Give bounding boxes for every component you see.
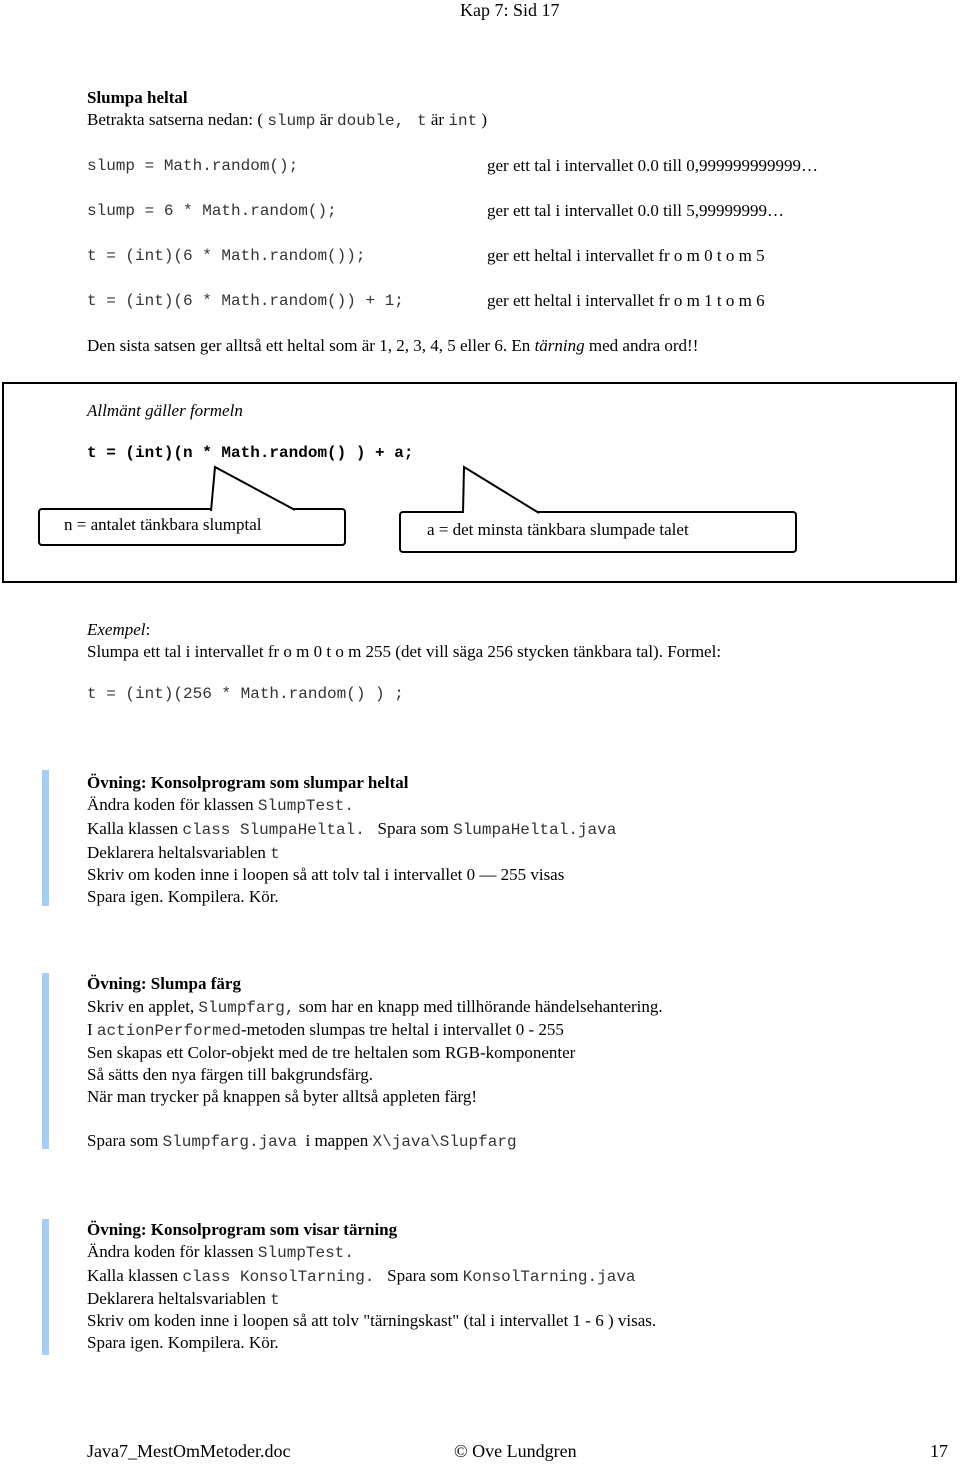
exercise-3-line-2	[87, 1266, 636, 1286]
line-text: som har en knapp med tillhörande händelsehantering.	[294, 997, 663, 1016]
line-text: -metoden slumpas tre heltal i intervallet 0 - 255	[240, 1020, 564, 1039]
exercise-2-line-2	[87, 1020, 564, 1040]
statement-code: slump = Math.random();	[87, 157, 299, 175]
line-text: Spara som	[374, 1266, 463, 1285]
exercise-1-heading: Övning: Konsolprogram som slumpar heltal	[87, 773, 409, 792]
statement-description: ger ett heltal i intervallet fr o m 1 t o m 6	[487, 291, 765, 310]
exercise-marker-bar	[42, 770, 49, 906]
exercise-3-heading: Övning: Konsolprogram som visar tärning	[87, 1220, 398, 1239]
line-text: Kalla klassen	[87, 1266, 183, 1285]
line-text: I	[87, 1020, 97, 1039]
line-code: class KonsolTarning.	[182, 1268, 375, 1286]
line-code: SlumpaHeltal.java	[453, 821, 617, 839]
example-label: Exempel	[87, 620, 146, 639]
exercise-1-line-4: Skriv om koden inne i loopen så att tolv tal i intervallet 0 — 255 visas	[87, 865, 565, 884]
line-code: X\java\Slupfarg	[372, 1133, 517, 1151]
summary-before: Den sista satsen ger alltså ett heltal som är 1, 2, 3, 4, 5 eller 6. En	[87, 336, 535, 355]
intro-int-code: int	[448, 112, 478, 130]
exercise-1-line-5: Spara igen. Kompilera. Kör.	[87, 887, 279, 906]
line-text: i mappen	[296, 1131, 373, 1150]
intro-slump-code: slump	[267, 112, 316, 130]
exercise-2-line-3: Sen skapas ett Color-objekt med de tre heltalen som RGB-komponenter	[87, 1043, 576, 1062]
intro-ar-1: är	[315, 110, 338, 129]
intro-ar-2: är	[426, 110, 449, 129]
line-code: KonsolTarning.java	[462, 1268, 636, 1286]
formula-label: Allmänt gäller formeln	[87, 401, 243, 420]
intro-t-code: t	[417, 112, 427, 130]
exercise-1-line-2	[87, 819, 616, 839]
intro-close: )	[477, 110, 488, 129]
footer-copyright: © Ove Lundgren	[454, 1441, 577, 1461]
summary-italic-word: tärning	[534, 336, 585, 355]
line-text: Deklarera heltalsvariablen	[87, 843, 271, 862]
example-code: t = (int)(256 * Math.random() ) ;	[87, 685, 404, 703]
section-heading-slumpa-heltal: Slumpa heltal	[87, 88, 188, 107]
exercise-1-line-3	[87, 843, 280, 863]
line-code: t	[270, 845, 280, 863]
exercise-3-line-1	[87, 1242, 354, 1262]
line-code: SlumpTest.	[257, 797, 354, 815]
example-text: Slumpa ett tal i intervallet fr o m 0 t o m 255 (det vill säga 256 stycken tänkbara tal). Formel:	[87, 642, 722, 661]
intro-lead: Betrakta satserna nedan: (	[87, 110, 268, 129]
line-code: t	[270, 1291, 280, 1309]
exercise-2-line-6	[87, 1131, 517, 1151]
formula-code: t = (int)(n * Math.random() ) + a;	[87, 444, 414, 462]
footer-page-number: 17	[930, 1441, 948, 1461]
statement-code: t = (int)(6 * Math.random()) + 1;	[87, 292, 404, 310]
exercise-2-heading: Övning: Slumpa färg	[87, 974, 241, 993]
line-text: Ändra koden för klassen	[87, 1242, 258, 1261]
line-code: actionPerformed	[96, 1022, 241, 1040]
line-code: SlumpTest.	[257, 1244, 354, 1262]
line-text: Skriv en applet,	[87, 997, 199, 1016]
statement-code: t = (int)(6 * Math.random());	[87, 247, 366, 265]
page-header-title: Kap 7: Sid 17	[460, 0, 560, 20]
exercise-3-line-5: Spara igen. Kompilera. Kör.	[87, 1333, 279, 1352]
bubble-a-text: a = det minsta tänkbara slumpade talet	[427, 520, 689, 539]
statement-description: ger ett tal i intervallet 0.0 till 0,999999999999…	[487, 156, 818, 175]
statement-description: ger ett tal i intervallet 0.0 till 5,99999999…	[487, 201, 784, 220]
bubble-n-text: n = antalet tänkbara slumptal	[64, 515, 262, 534]
summary-after: med andra ord!!	[584, 336, 699, 355]
example-label-line	[87, 620, 150, 640]
statement-code: slump = 6 * Math.random();	[87, 202, 337, 220]
line-text: Deklarera heltalsvariablen	[87, 1289, 271, 1308]
exercise-3-line-3	[87, 1289, 280, 1309]
line-text: Ändra koden för klassen	[87, 795, 258, 814]
exercise-marker-bar	[42, 973, 49, 1149]
exercise-3-line-4: Skriv om koden inne i loopen så att tolv "tärningskast" (tal i intervallet 1 - 6 ) visas.	[87, 1311, 657, 1330]
line-text: Spara som	[364, 819, 454, 838]
line-code: Slumpfarg,	[198, 999, 295, 1017]
example-colon: :	[145, 620, 151, 639]
footer-filename: Java7_MestOmMetoder.doc	[87, 1441, 291, 1461]
line-code: Slumpfarg.java	[162, 1133, 297, 1151]
exercise-marker-bar	[42, 1219, 49, 1355]
intro-double-code: double,	[337, 112, 405, 130]
exercise-2-line-1	[87, 997, 663, 1017]
exercise-2-line-4: Så sätts den nya färgen till bakgrundsfärg.	[87, 1065, 373, 1084]
line-text: Spara som	[87, 1131, 163, 1150]
line-text: Kalla klassen	[87, 819, 183, 838]
line-code: class SlumpaHeltal.	[182, 821, 365, 839]
statement-description: ger ett heltal i intervallet fr o m 0 t o m 5	[487, 246, 765, 265]
exercise-1-line-1	[87, 795, 354, 815]
exercise-2-line-5: När man trycker på knappen så byter alltså appleten färg!	[87, 1087, 478, 1106]
